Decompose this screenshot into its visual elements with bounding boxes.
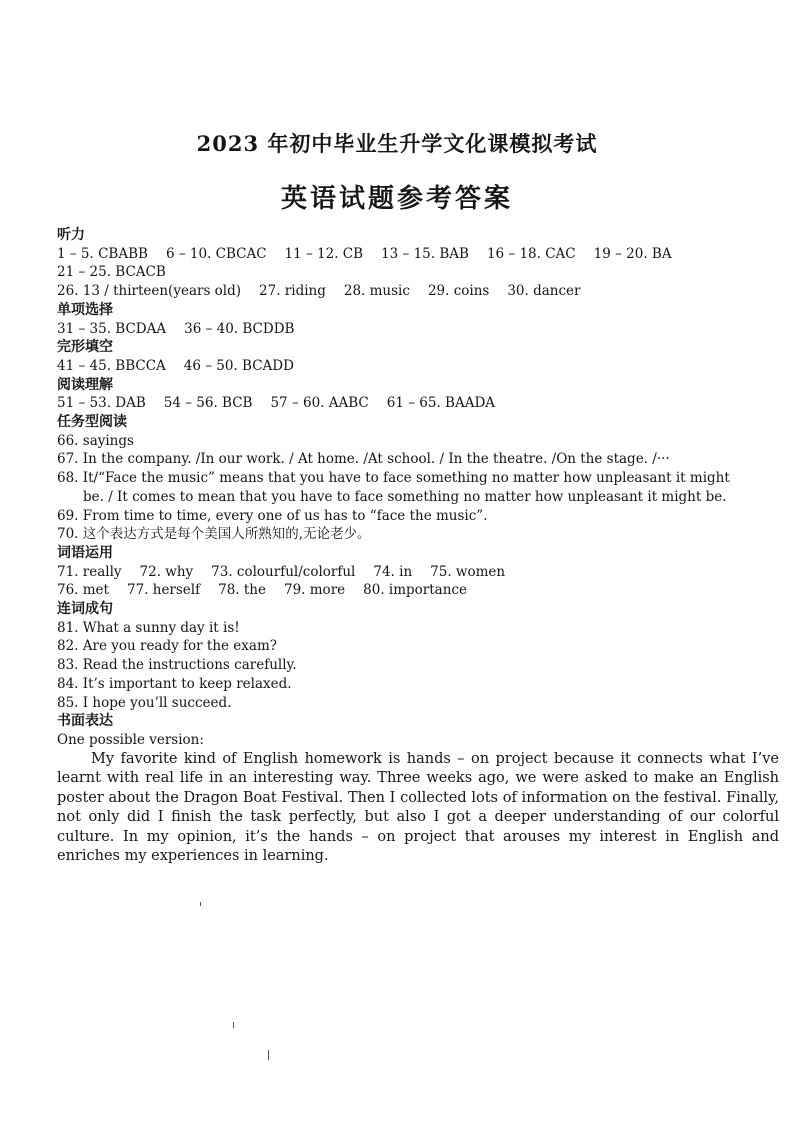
section-heading-single-choice: 单项选择 <box>57 301 113 318</box>
answer-item: 79. more <box>284 582 346 599</box>
section-heading-writing: 书面表达 <box>57 713 113 730</box>
document-subtitle: 英语试题参考答案 <box>280 184 513 214</box>
scan-mark <box>268 1050 269 1060</box>
answer-group: 51 – 53. DAB <box>57 395 146 412</box>
answer-group: 41 – 45. BBCCA <box>57 357 166 374</box>
model-essay <box>57 750 779 867</box>
answer-group: 31 – 35. BCDAA <box>57 320 167 337</box>
answer-82: 82. Are you ready for the exam? <box>57 638 277 655</box>
answer-content <box>57 226 782 867</box>
answer-item: 72. why <box>139 563 194 580</box>
answer-item: 73. colourful/colorful <box>211 563 356 580</box>
answer-item: 76. met <box>57 582 109 599</box>
answer-group: 36 – 40. BCDDB <box>184 320 295 337</box>
section-heading-reading: 阅读理解 <box>57 376 113 393</box>
reading-answers <box>57 394 782 413</box>
answer-group: 16 – 18. CAC <box>486 245 576 262</box>
answer-group: 6 – 10. CBCAC <box>165 245 267 262</box>
answer-group: 57 – 60. AABC <box>270 395 369 412</box>
answer-item: 26. 13 / thirteen(years old) <box>57 283 242 300</box>
listening-answers-row-1 <box>57 245 782 264</box>
answer-66: 66. sayings <box>57 432 134 449</box>
answer-item: 80. importance <box>363 582 467 599</box>
answer-item: 27. riding <box>259 283 326 300</box>
answer-68-line-1: 68. It/“Face the music” means that you have to face something no matter how unpleasant it might <box>57 470 730 487</box>
scan-mark <box>200 902 201 906</box>
writing-intro: One possible version: <box>57 731 204 748</box>
listening-answers-row-2: 21 – 25. BCACB <box>57 264 166 281</box>
document-title: 2023 年初中毕业生升学文化课模拟考试 <box>196 131 598 156</box>
answer-item: 28. music <box>343 283 410 300</box>
answer-group: 61 – 65. BAADA <box>386 395 496 412</box>
model-essay-text: My favorite kind of English homework is hands – on project because it connects what I’ve learnt with real life in an interesting way. Three weeks ago, we were asked to make an English poster about the Dragon Boat Festival. Then I collected lots of information on the festival. Finally, not only did I finish the task perfectly, but also I got a deeper understanding of our colorful culture. In my opinion, it’s the hands – on project that arouses my interest in English and enriches my experiences in learning. <box>57 750 779 865</box>
answer-83: 83. Read the instructions carefully. <box>57 657 297 674</box>
answer-item: 78. the <box>218 582 266 599</box>
answer-group: 46 – 50. BCADD <box>183 357 294 374</box>
answer-group: 1 – 5. CBABB <box>57 245 148 262</box>
answer-item: 75. women <box>430 563 506 580</box>
answer-70: 70. 这个表达方式是每个美国人所熟知的,无论老少。 <box>57 526 371 543</box>
scan-mark <box>233 1022 234 1028</box>
answer-68-line-2: be. / It comes to mean that you have to face something no matter how unpleasant it might be. <box>83 488 727 505</box>
answer-group: 11 – 12. CB <box>284 245 364 262</box>
answer-85: 85. I hope you’ll succeed. <box>57 694 232 711</box>
cloze-answers <box>57 357 782 376</box>
word-use-answers-row-2 <box>57 581 782 600</box>
section-heading-sentences: 连词成句 <box>57 601 113 618</box>
answer-item: 30. dancer <box>507 283 581 300</box>
section-heading-word-use: 词语运用 <box>57 544 113 561</box>
section-heading-listening: 听力 <box>57 227 85 243</box>
answer-item: 77. herself <box>126 582 201 599</box>
listening-answers-row-3 <box>57 282 782 301</box>
answer-84: 84. It’s important to keep relaxed. <box>57 675 292 692</box>
answer-item: 74. in <box>373 563 413 580</box>
answer-item: 71. really <box>57 563 122 580</box>
answer-67: 67. In the company. /In our work. / At home. /At school. / In the theatre. /On the stage. /··· <box>57 451 670 468</box>
single-choice-answers <box>57 320 782 339</box>
answer-81: 81. What a sunny day it is! <box>57 619 240 636</box>
section-heading-task-reading: 任务型阅读 <box>57 414 127 431</box>
word-use-answers-row-1 <box>57 563 782 582</box>
answer-group: 13 – 15. BAB <box>381 245 469 262</box>
answer-69: 69. From time to time, every one of us has to “face the music”. <box>57 507 488 524</box>
answer-group: 19 – 20. BA <box>593 245 672 262</box>
answer-item: 29. coins <box>427 283 490 300</box>
answer-group: 54 – 56. BCB <box>163 395 253 412</box>
section-heading-cloze: 完形填空 <box>57 339 113 356</box>
